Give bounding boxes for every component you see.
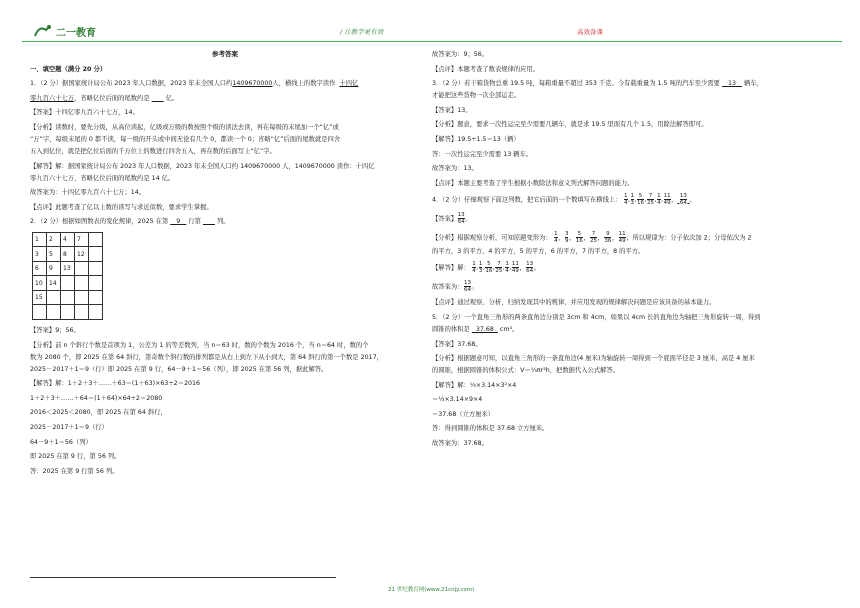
fraction: $\frac{9}{36}$ xyxy=(604,230,612,244)
table-cell xyxy=(47,305,61,320)
q4-line1: 4．（2 分）仔细观察下面这列数，把它后面的一个数填写在横线上： $\frac{1}{4}$ , $\frac{1}{3}$ , $\frac{5}{16}$ , $\frac{7}{25}$ , $\frac{1}{4}$ , $\frac{11}{49}$ ， $\frac{13}{64}$ 。 xyxy=(432,193,696,207)
fraction: $\frac{11}{49}$ xyxy=(511,261,519,275)
table-cell xyxy=(89,232,103,247)
q1-answer: 【答案】十四亿零九百六十七万，14。 xyxy=(30,109,139,117)
table-row xyxy=(33,247,103,262)
table-cell: 1 xyxy=(33,232,47,247)
fraction: $\frac{3}{9}$ xyxy=(564,230,569,244)
q2-solution-3: 2016＜2025＜2080，即 2025 在第 64 斜行， xyxy=(30,409,167,417)
table-cell: 7 xyxy=(75,232,89,247)
svg-text:二一教育: 二一教育 xyxy=(56,28,96,39)
q5-final: 故答案为：37.68。 xyxy=(432,440,488,448)
table-cell: 9 xyxy=(47,261,61,276)
fraction: $\frac{1}{4}$ xyxy=(554,230,558,244)
table-cell xyxy=(75,305,89,320)
q4-solution: 【解答】解： $\frac{1}{4}$ , $\frac{1}{3}$ , $\frac{5}{16}$ , $\frac{7}{25}$ , $\frac{1}{4}$ , $\frac{11}{49}$ ， $\frac{13}{64}$ 。 xyxy=(432,261,540,275)
fraction: $\frac{13}{64}$ xyxy=(679,193,687,207)
q3-line1: 3．（2 分）若干箱货物总重 19.5 吨，每箱重量不超过 353 千克。今有载重量为 1.5 吨的汽车至少需要 13 辆车， xyxy=(432,80,763,88)
q2-solution-2: 1＋2＋3＋……＋64＝(1＋64)×64÷2＝2080 xyxy=(30,394,163,402)
fraction: $\frac{1}{4}$ xyxy=(505,261,509,275)
q3-final: 故答案为：13。 xyxy=(432,165,478,173)
table-cell: 15 xyxy=(33,290,47,305)
q2-solution-5: 64－9＋1＝56（列） xyxy=(30,438,92,446)
q3-analysis: 【分析】题意，要求一次性运完至少需要几辆车，就是求 19.5 里面有几个 1.5，用除法解答即可。 xyxy=(432,121,708,129)
page-title: 参考答案 xyxy=(212,50,238,58)
table-cell xyxy=(75,276,89,291)
q2-line1: 2．（2 分）根据如图数表的变化规律，2025 在第 9 行第 列。 xyxy=(30,218,230,226)
q2-solution-4: 2025－2017＋1＝9（行） xyxy=(30,423,108,431)
q3-line2: 才能把这些货物一次全部运走。 xyxy=(432,92,521,100)
table-cell xyxy=(61,276,75,291)
right-column xyxy=(432,50,842,454)
site-logo-icon xyxy=(32,24,142,40)
q5-solution-2: ＝⅓×3.14×9×4 xyxy=(432,396,483,404)
q2-final: 故答案为：9；56。 xyxy=(432,51,489,58)
q5-answer: 【答案】37.68。 xyxy=(432,340,482,348)
table-cell: 5 xyxy=(47,247,61,262)
fraction: $\frac{1}{4}$ xyxy=(657,193,661,207)
fraction: $\frac{7}{25}$ xyxy=(647,193,655,207)
table-cell xyxy=(33,305,47,320)
q2-analysis-1: 【分析】前 n 个斜行个数是首项为 1，公差为 1 的等差数列，当 n＝63 时，数的个数为 2016 个，当 n＝64 时，数的个 xyxy=(30,341,369,349)
fraction: $\frac{1}{4}$ xyxy=(472,261,476,275)
q4-answer: 【答案】 $\frac{13}{64}$ 。 xyxy=(432,211,472,225)
q1-line2: 零九百六十七万，省略亿位后面的尾数约是 亿。 xyxy=(30,94,179,102)
section-heading: 一、填空题（满分 20 分） xyxy=(30,65,107,73)
q2-solution-6: 即 2025 在第 9 行，第 56 列。 xyxy=(30,453,121,461)
table-cell xyxy=(89,276,103,291)
q5-solution-3: ＝37.68（立方厘米） xyxy=(432,410,495,418)
table-cell: 6 xyxy=(33,261,47,276)
fraction: $\frac{5}{16}$ xyxy=(485,261,493,275)
fraction: $\frac{1}{4}$ xyxy=(624,193,628,207)
fraction: $\frac{13}{64}$ xyxy=(526,261,534,275)
q5-solution-1: 【解答】解：⅓×3.14×3²×4 xyxy=(432,381,517,389)
fraction: $\frac{1}{3}$ xyxy=(630,193,635,207)
q3-solution-1: 【解答】19.5÷1.5＝13（辆） xyxy=(432,135,520,143)
table-cell: 13 xyxy=(61,261,75,276)
q1-comment: 【点评】此题考查了亿以上数的读写与求近似数，要求学生掌握。 xyxy=(30,203,213,211)
table-cell xyxy=(75,261,89,276)
footer-divider xyxy=(30,577,336,578)
fraction: $\frac{11}{49}$ xyxy=(663,193,671,207)
q2-answer: 【答案】9；56。 xyxy=(30,326,80,334)
q5-analysis-1: 【分析】根据题意可知，以直角三角形的一条直角边(4 厘米)为轴旋转一周得到一个底面半径是 3 厘米，高是 4 厘米 xyxy=(432,355,755,363)
fraction: $\frac{5}{16}$ xyxy=(575,230,583,244)
table-cell xyxy=(47,290,61,305)
q5-analysis-2: 的圆锥，根据圆锥的体积公式：V＝⅓πr²h，把数据代入公式解答。 xyxy=(432,367,620,375)
left-column xyxy=(30,50,420,481)
table-cell: 14 xyxy=(47,276,61,291)
table-cell: 8 xyxy=(61,247,75,262)
header-slogan: / 让教学更有效 xyxy=(340,28,384,36)
fraction: $\frac{13}{64}$ xyxy=(457,211,465,225)
table-cell: 4 xyxy=(61,232,75,247)
q1-solution-1: 【解答】解：据国家统计局公布 2023 年人口数据，2023 年末全国人口约 1409670000 人，1409670000 读作：十四亿 xyxy=(30,162,375,170)
table-row xyxy=(33,290,103,305)
table-cell xyxy=(89,261,103,276)
table-cell xyxy=(61,290,75,305)
fraction: $\frac{7}{25}$ xyxy=(590,230,598,244)
table-cell: 3 xyxy=(33,247,47,262)
header-divider xyxy=(22,41,842,42)
q2-analysis-2: 数为 2080 个，即 2025 在第 64 斜行，第奇数个斜行数的排列都是从右上到左下从小到大，第 64 斜行的第一个数是 2017， xyxy=(30,353,383,361)
fraction: $\frac{1}{3}$ xyxy=(478,261,483,275)
table-cell: 10 xyxy=(33,276,47,291)
q1-analysis-3: 五入到亿位，就是把亿位后面的千万位上的数进行四舍五入，再在数的后面写上“亿”字。 xyxy=(30,147,276,155)
table-row xyxy=(33,305,103,320)
q1-line1: 1．（2 分）据国家统计局公布 2023 年人口数据，2023 年末全国人口约1409670000人，横线上的数字读作 十四亿 xyxy=(30,80,359,88)
q4-analysis-2: 的平方，3 的平方，4 的平方，5 的平方，6 的平方，7 的平方，8 的平方。 xyxy=(432,247,645,255)
fraction: $\frac{5}{16}$ xyxy=(637,193,645,207)
number-table xyxy=(32,232,103,320)
q3-solution-2: 答：一次性运完至少需要 13 辆车。 xyxy=(432,150,533,158)
q3-answer: 【答案】13。 xyxy=(432,106,472,114)
q2-analysis-3: 2025－2017＋1＝9（行）即 2025 在第 9 行，64－9＋1＝56（列），即 2025 在第 56 列，据此解答。 xyxy=(30,365,328,373)
q5-solution-4: 答：得到圆锥的体积是 37.68 立方厘米。 xyxy=(432,425,549,433)
table-row xyxy=(33,276,103,291)
table-cell: 2 xyxy=(47,232,61,247)
q1-final: 故答案为：十四亿零九百六十七万；14。 xyxy=(30,189,146,197)
q2-solution-7: 答：2025 在第 9 行第 56 列。 xyxy=(30,467,119,475)
header-brand-right: 高效备课 xyxy=(577,28,603,36)
table-cell xyxy=(89,247,103,262)
fraction: $\frac{13}{64}$ xyxy=(463,279,471,293)
fraction: $\frac{11}{49}$ xyxy=(618,230,626,244)
q2-comment: 【点评】本题考查了数表规律的应用。 xyxy=(432,65,540,73)
footer-source: 21 世纪教育网(www.21cnjy.com) xyxy=(388,587,475,593)
table-row xyxy=(33,232,103,247)
table-cell xyxy=(89,305,103,320)
fraction: $\frac{7}{25}$ xyxy=(495,261,503,275)
table-row xyxy=(33,261,103,276)
q1-solution-2: 零九百六十七万，省略亿位后面的尾数约是 14 亿。 xyxy=(30,174,175,182)
table-cell xyxy=(61,305,75,320)
table-cell xyxy=(75,290,89,305)
q1-analysis-1: 【分析】读数时，要先分级，从高位读起，亿级或万级的数按照个级的读法去读，再在每级的末尾加一个“亿”或 xyxy=(30,123,339,131)
q5-line2: 圆锥的体积是 37.68 cm³。 xyxy=(432,325,519,333)
q4-final: 故答案为： $\frac{13}{64}$ 。 xyxy=(432,279,478,293)
q4-analysis-1: 【分析】根据观察分析，可知原题变形为： $\frac{1}{4}$ ， $\frac{3}{9}$ ， $\frac{5}{16}$ ， $\frac{7}{25}$ ， $\frac{9}{36}$ ， $\frac{11}{49}$ ；所以规律为：分子依次加 2；分母依次为 2 xyxy=(432,230,752,244)
q3-comment: 【点评】本题主要考查了学生根据小数除法和意义列式解答问题的能力。 xyxy=(432,179,634,187)
q1-analysis-2: “万”字，每级末尾的 0 都不读，每一级的开头或中间无论有几个 0，都读一个 0；省略“亿”后面的尾数就是四舍 xyxy=(30,135,341,143)
table-cell: 12 xyxy=(75,247,89,262)
q2-solution-1: 【解答】解：1＋2＋3＋……＋63＝(1＋63)×63÷2＝2016 xyxy=(30,380,201,388)
q5-line1: 5．（2 分）一个直角三角形的两条直角边分别是 3cm 和 4cm，如果以 4cm 长的直角边为轴把三角形旋转一周，得到 xyxy=(432,313,761,321)
table-cell xyxy=(89,290,103,305)
q4-comment: 【点评】通过观察、分析、归纳发现其中的规律，并应用发现的规律解决问题是应该具备的基本能力。 xyxy=(432,299,716,307)
page-header xyxy=(22,22,842,42)
